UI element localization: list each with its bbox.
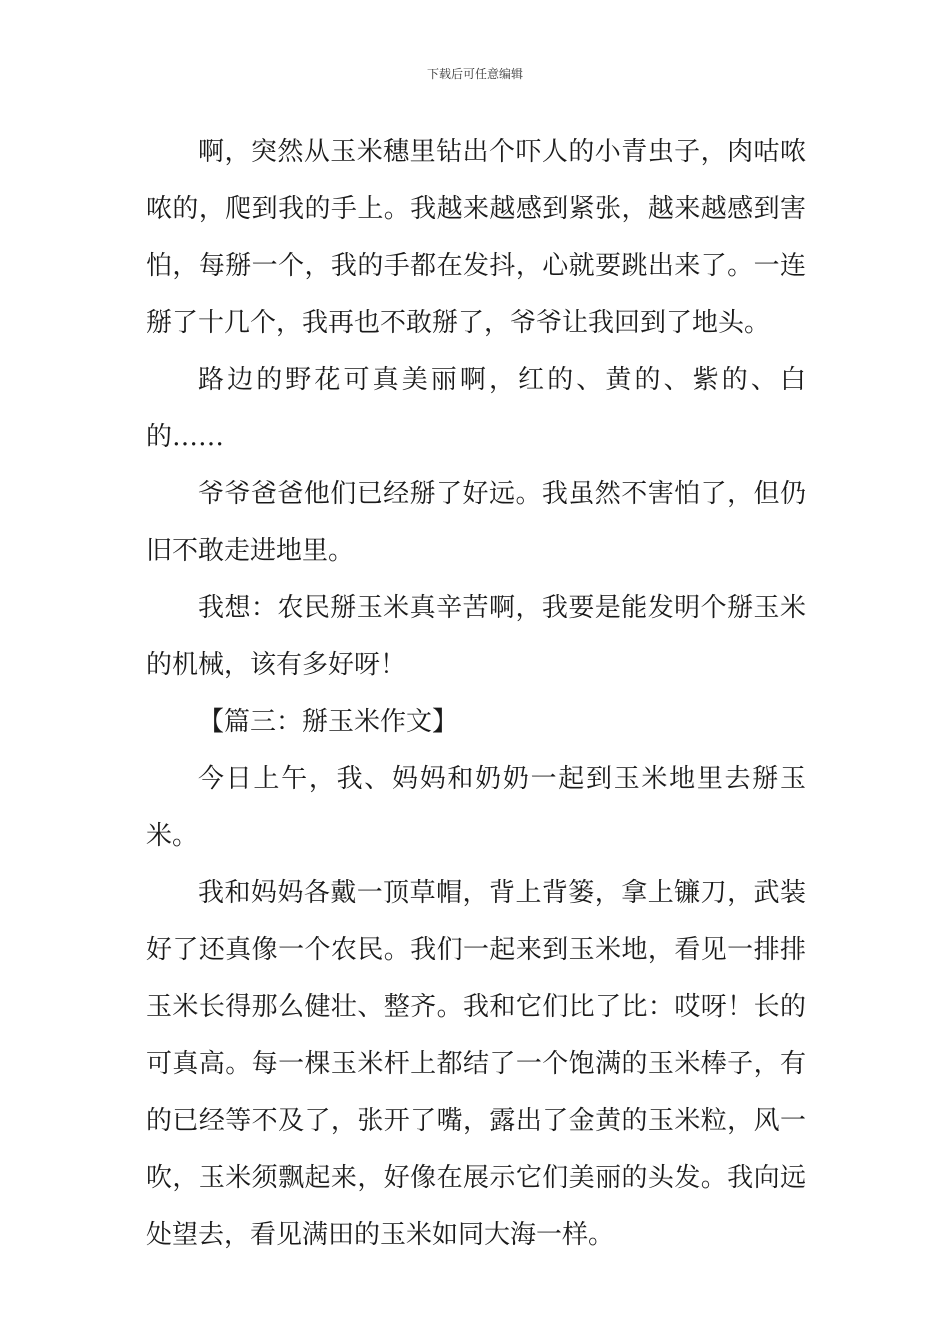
page-header: 下载后可任意编辑 (426, 67, 523, 81)
paragraph: 路边的野花可真美丽啊，红的、黄的、紫的、白的…… (146, 365, 806, 452)
document-body (146, 124, 806, 1264)
paragraph: 啊，突然从玉米穗里钻出个吓人的小青虫子，肉咕哝哝的，爬到我的手上。我越来越感到紧张，越来越感到害怕，每掰一个，我的手都在发抖，心就要跳出来了。一连掰了十几个，我再也不敢掰了，爷爷让我回到了地头。 (146, 137, 806, 338)
paragraph: 今日上午，我、妈妈和奶奶一起到玉米地里去掰玉米。 (146, 764, 806, 851)
paragraph: 我想：农民掰玉米真辛苦啊，我要是能发明个掰玉米的机械，该有多好呀！ (146, 593, 806, 680)
paragraph: 爷爷爸爸他们已经掰了好远。我虽然不害怕了，但仍旧不敢走进地里。 (146, 479, 806, 566)
paragraph: 我和妈妈各戴一顶草帽，背上背篓，拿上镰刀，武装好了还真像一个农民。我们一起来到玉米地，看见一排排玉米长得那么健壮、整齐。我和它们比了比：哎呀！长的可真高。每一棵玉米杆上都结了一个饱满的玉米棒子，有的已经等不及了，张开了嘴，露出了金黄的玉米粒，风一吹，玉米须飘起来，好像在展示它们美丽的头发。我向远处望去，看见满田的玉米如同大海一样。 (146, 878, 806, 1250)
section-heading: 【篇三：掰玉米作文】 (198, 707, 459, 737)
